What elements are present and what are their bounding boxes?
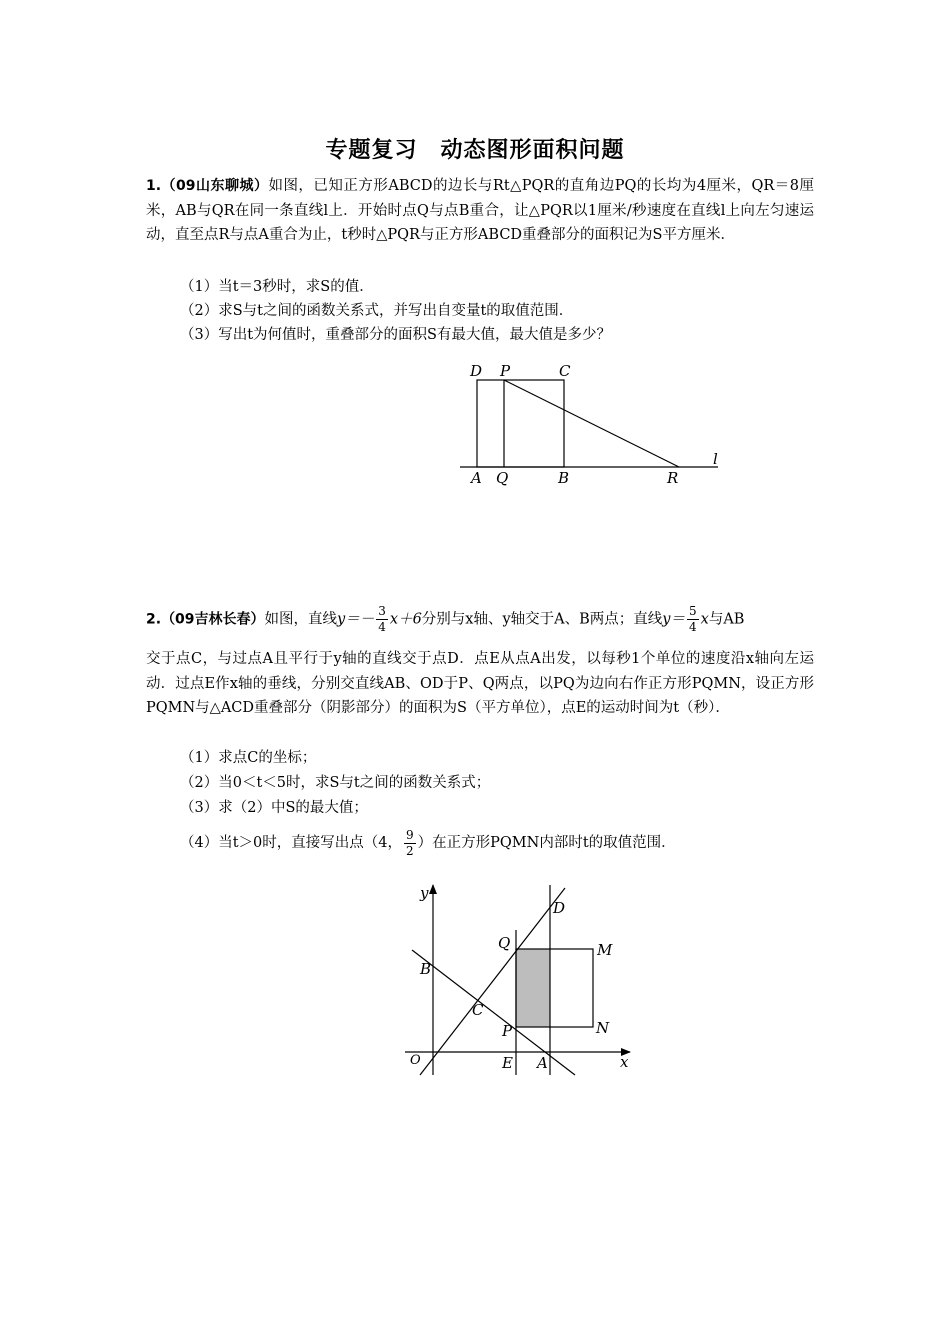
problem-2-question-1: （1）求点C的坐标； [180,750,317,766]
problem-2-statement-rest: 交于点C，与过点A且平行于y轴的直线交于点D．点E从点A出发，以每秒1个单位的速度沿x轴向左运动．过点E作x轴的垂线，分别交直线AB、OD于P、Q两点，以PQ为边向右作正方形PQMN，设正方形PQMN与△ACD重叠部分（阴影部分）的面积为S（平方单位），点E的运动时间为t（秒）． [146,651,814,716]
label-B: B [420,960,432,978]
label-A: A [537,1054,548,1072]
problem-1-question-1: （1）当t＝3秒时，求S的值． [180,279,374,295]
label-A: A [471,469,482,487]
equation-1-rhs: x＋6 [389,611,422,628]
question-4-text-b: ）在正方形PQMN内部时t的取值范围． [417,835,676,851]
fraction-denominator: 4 [689,620,697,634]
problem-2-text-c: 与AB [708,611,745,628]
label-l: l [713,450,718,468]
equation-2-lhs: y＝ [662,611,685,628]
problem-2-source: （09吉林长春） [161,611,265,628]
label-P: P [502,1022,513,1040]
label-O: O [410,1053,421,1068]
label-C: C [472,1001,484,1019]
question-4-text-a: （4）当t＞0时，直接写出点（4， [180,835,403,851]
problem-1-question-3: （3）写出t为何值时，重叠部分的面积S有最大值，最大值是多少？ [180,327,611,343]
fraction-numerator: 3 [378,604,386,618]
problem-2-number: 2. [146,611,162,628]
problem-2-question-2: （2）当0＜t＜5时，求S与t之间的函数关系式； [180,775,491,791]
problem-1-source: （09山东聊城） [161,178,269,194]
label-C: C [559,362,571,380]
page-title: 专题复习 动态图形面积问题 [325,138,625,163]
label-B: B [558,469,570,487]
fraction-numerator: 5 [689,604,697,618]
label-y: y [420,884,429,902]
problem-2-text-b: 分别与x轴、y轴交于A、B两点；直线 [421,611,663,628]
label-P: P [500,362,511,380]
problem-1-intro: 如图，已知正方形ABCD的边长与Rt△PQR的直角边PQ的长均为4厘米，QR＝8厘米，AB与QR在同一条直线l上．开始时点Q与点B重合，让△PQR以1厘米/秒速度在直线l上向左匀速运动，直至点R与点A重合为止，t秒时△PQR与正方形ABCD重叠部分的面积记为S平方厘米． [146,178,814,243]
equation-2-rhs: x [700,611,709,628]
label-R: R [667,469,679,487]
problem-2-question-3: （3）求（2）中S的最大值； [180,800,368,816]
problem-1-question-2: （2）求S与t之间的函数关系式，并写出自变量t的取值范围． [180,303,574,319]
label-D: D [553,899,566,917]
label-x: x [620,1053,629,1071]
label-N: N [596,1019,610,1037]
label-Q: Q [498,934,511,952]
label-Q: Q [496,469,509,487]
fraction-denominator: 4 [378,620,386,634]
equation-1-lhs: y＝－ [337,611,375,628]
fraction-denominator: 2 [406,843,414,858]
label-E: E [502,1054,513,1072]
label-M: M [597,941,613,959]
label-D: D [470,362,483,380]
fraction-numerator: 9 [406,827,414,842]
problem-2-text-a: 如图，直线 [264,611,338,628]
shaded-overlap-region [516,949,550,1027]
problem-1-number: 1. [146,178,162,194]
